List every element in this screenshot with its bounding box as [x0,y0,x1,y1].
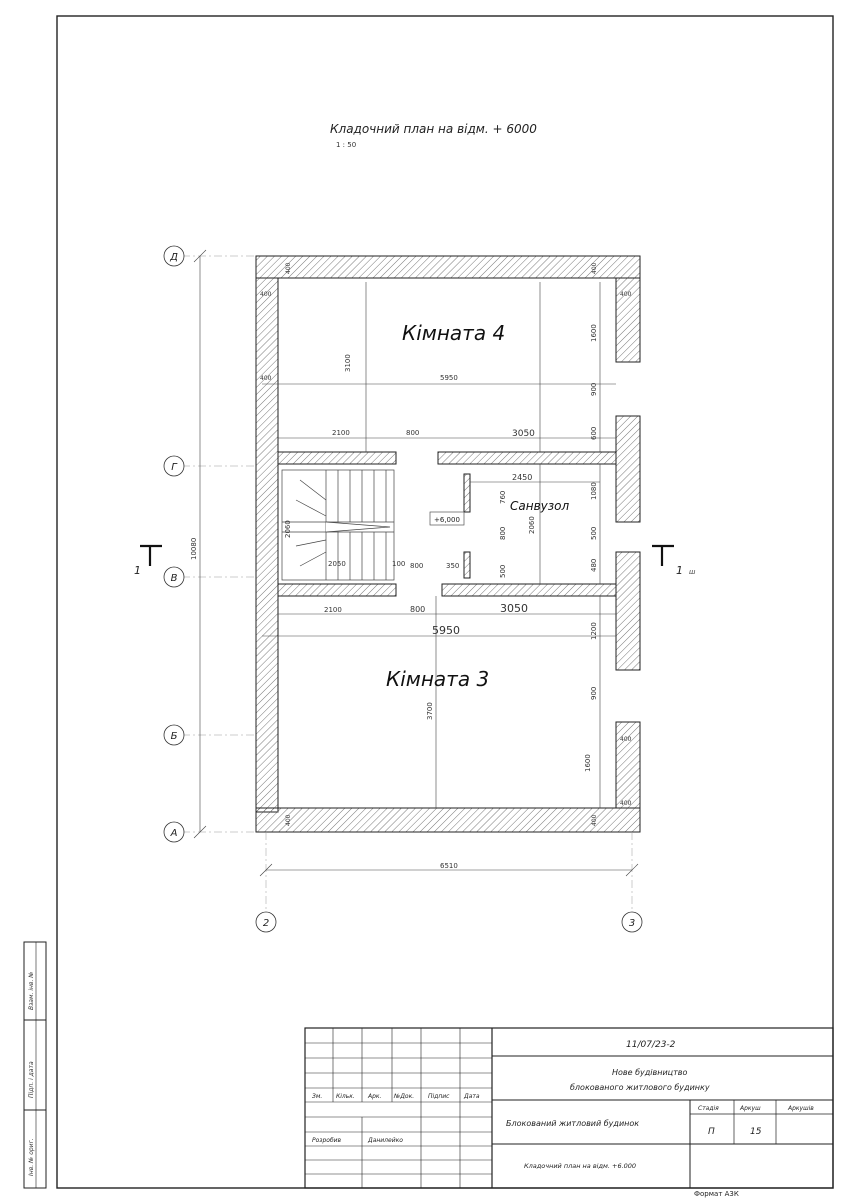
dim-2450: 2450 [512,473,533,482]
dim-800-vertical: 800 [499,526,507,540]
partition-lower-right [442,584,616,596]
stamp-sheet-value: 15 [750,1127,762,1137]
dim-3100: 3100 [344,354,352,372]
axis-label-d: Д [170,252,178,263]
dim-400-right-3: 400 [620,800,632,807]
wall-left [256,278,278,812]
dim-400-bottom-left: 400 [285,814,292,826]
stamp-col-ndok: №Док. [394,1093,415,1100]
axis-label-v: В [170,573,178,584]
dim-2060-stair: 2060 [284,520,292,538]
stamp-building: Блокований житловий будинок [506,1119,640,1128]
wall-right-4 [616,722,640,808]
dim-350: 350 [446,562,460,570]
stamp-col-pidpys: Підпис [428,1093,450,1100]
level-mark: +6,000 [434,516,460,524]
dim-2060-bath: 2060 [528,516,536,534]
side-stamp-inv-orig: Інв. № ориг. [28,1138,35,1176]
sheet-format: Формат А3К [694,1190,739,1198]
dim-r600: 600 [590,426,598,440]
wall-right-3 [616,552,640,670]
stamp-project-line2: блокованого житлового будинку [570,1083,710,1092]
stamp-header-sheet: Аркуш [740,1105,761,1112]
dim-760: 760 [499,490,507,504]
section-label-right-suffix: ш [689,568,696,576]
stamp-stage-value: П [708,1127,715,1137]
stamp-doc-code: 11/07/23-2 [626,1040,676,1050]
section-label-right: 1 [676,564,683,577]
dim-2100-top: 2100 [332,429,350,437]
dim-400-left-2: 400 [260,375,272,382]
dim-r1200: 1200 [590,622,598,640]
partition-bath-lower [464,552,470,578]
dim-5950-top: 5950 [440,374,458,382]
dim-800-mid: 800 [410,562,424,570]
dim-r1080: 1080 [590,482,598,500]
side-stamp-repl-inv: Взам. інв. № [28,971,35,1010]
axis-label-2: 2 [262,918,270,929]
dim-r1600-bottom: 1600 [584,754,592,772]
stamp-project-line1: Нове будівництво [612,1068,688,1077]
sheet-frame [57,16,833,1188]
dim-total-height: 10080 [190,537,198,560]
dim-400-right-2: 400 [620,736,632,743]
axis-label-b: Б [170,731,178,742]
axis-label-3: 3 [628,918,636,929]
stamp-role-developer: Розробив [312,1137,342,1144]
drawing-scale: 1 : 50 [336,141,357,149]
dim-800-bottom: 800 [410,605,426,614]
dim-r1600-top: 1600 [590,324,598,342]
dim-3050-top: 3050 [512,429,535,439]
wall-top [256,256,640,278]
dim-400-top-right: 400 [591,262,598,274]
stamp-col-ark: Арк. [368,1093,382,1100]
section-label-left: 1 [134,564,141,577]
dim-500: 500 [499,564,507,578]
stamp-col-data: Дата [464,1093,480,1100]
partition-upper-right [438,452,616,464]
dim-r900-bottom: 900 [590,686,598,700]
partition-lower-left [278,584,396,596]
room-3-label: Кімната 3 [386,667,490,691]
dim-2100-bottom: 2100 [324,606,342,614]
stamp-sheet-title: Кладочний план на відм. +6.000 [524,1162,637,1170]
dim-400-top-left: 400 [285,262,292,274]
drawing-title: Кладочний план на відм. + 6000 [330,122,537,136]
dim-100: 100 [392,560,406,568]
wall-bottom [256,808,640,832]
stamp-developer-name: Данилейко [368,1137,403,1144]
dim-3700: 3700 [426,702,434,720]
stamp-col-zm: Зм. [312,1093,323,1100]
room-4-label: Кімната 4 [402,321,506,345]
dim-5950-bottom: 5950 [432,624,460,637]
dim-r480: 480 [590,558,598,572]
dim-3050-bottom: 3050 [500,602,528,615]
partition-bath-upper [464,474,470,512]
axis-label-g: Г [171,462,177,473]
dim-400-bottom-right: 400 [591,814,598,826]
dim-r900-top: 900 [590,382,598,396]
stamp-col-kilk: Кільк. [336,1093,355,1100]
dim-400-right-1: 400 [620,291,632,298]
stamp-header-stage: Стадія [698,1105,719,1112]
partition-upper-left [278,452,396,464]
dim-total-width: 6510 [440,862,458,870]
dim-2050: 2050 [328,560,346,568]
axis-label-a: А [170,828,178,839]
wall-right-2 [616,416,640,522]
side-stamp-sign-date: Підп. і дата [28,1061,35,1098]
stamp-header-sheets: Аркушів [788,1105,814,1112]
dim-400-left-1: 400 [260,291,272,298]
dim-800-top: 800 [406,429,420,437]
bathroom-label: Санвузол [510,499,570,513]
dim-r500: 500 [590,526,598,540]
